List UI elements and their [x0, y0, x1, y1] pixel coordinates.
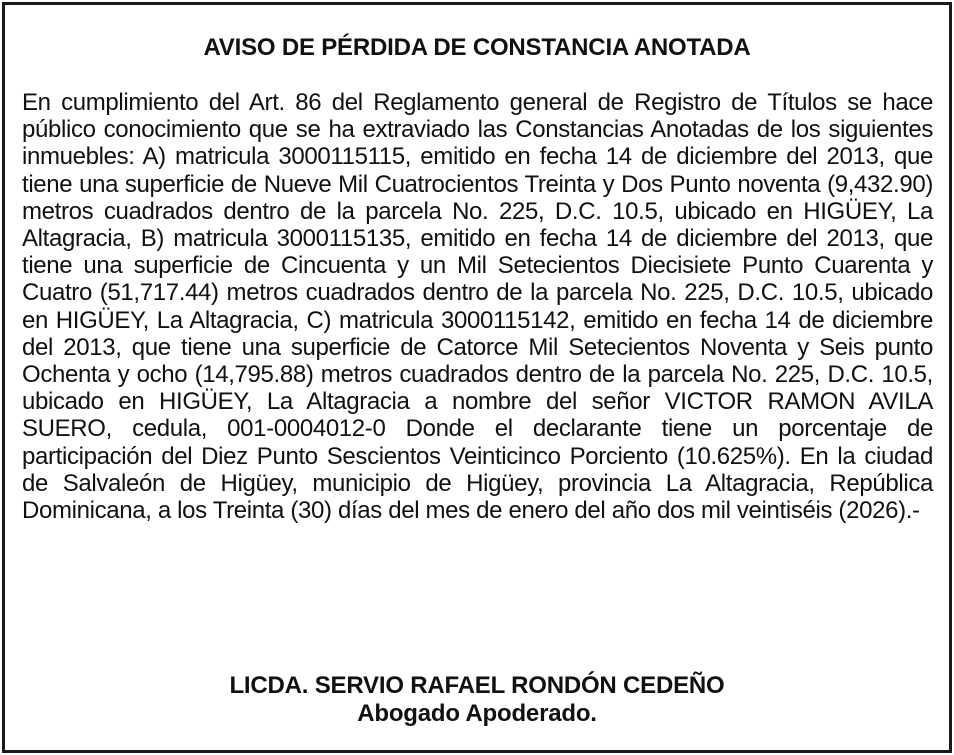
notice-title: AVISO DE PÉRDIDA DE CONSTANCIA ANOTADA	[203, 34, 751, 61]
signatory-role: Abogado Apoderado.	[357, 700, 597, 727]
notice-body: En cumplimiento del Art. 86 del Reglamento general de Registro de Títulos se hace público conocimiento que se ha extraviado las Constancias Anotadas de los siguientes inmuebles: A) matricula 3000115115, emitido en fecha 14 de diciembre del 2013, que tiene una superficie de Nueve Mil Cuatrocientos Treinta y Dos Punto noventa (9,432.90) metros cuadrados dentro de la parcela No. 225, D.C. 10.5, ubicado en HIGÜEY, La Altagracia, B) matricula 3000115135, emitido en fecha 14 de diciembre del 2013, que tiene una superficie de Cincuenta y un Mil Setecientos Diecisiete Punto Cuarenta y Cuatro (51,717.44) metros cuadrados dentro de la parcela No. 225, D.C. 10.5, ubicado en HIGÜEY, La Altagracia, C) matricula 3000115142, emitido en fecha 14 de diciembre del 2013, que tiene una superficie de Catorce Mil Setecientos Noventa y Seis punto Ochenta y ocho (14,795.88) metros cuadrados dentro de la parcela No. 225, D.C. 10.5, ubicado en HIGÜEY, La Altagracia a nombre del señor VICTOR RAMON AVILA SUERO, cedula, 001-0004012-0 Donde el declarante tiene un porcentaje de participación del Diez Punto Sescientos Veinticinco Porciento (10.625%). En la ciudad de Salvaleón de Higüey, municipio de Higüey, provincia La Altagracia, República Dominicana, a los Treinta (30) días del mes de enero del año dos mil veintiséis (2026).-	[22, 89, 933, 525]
signatory-name: LICDA. SERVIO RAFAEL RONDÓN CEDEÑO	[229, 672, 725, 699]
signature-block	[5, 672, 949, 728]
legal-notice	[2, 2, 952, 753]
